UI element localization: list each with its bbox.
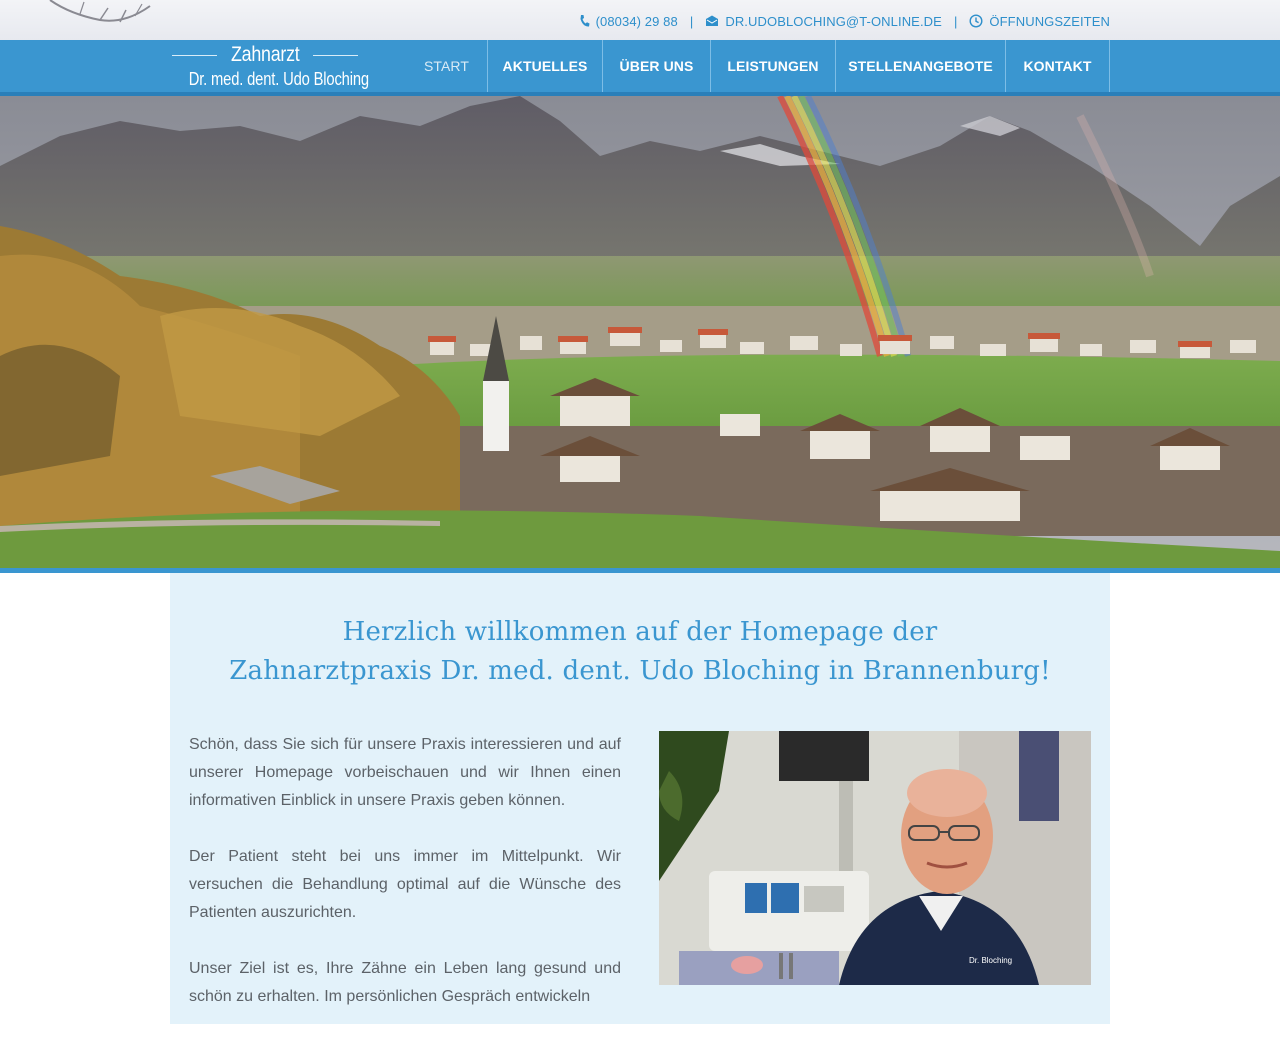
opening-hours-label: ÖFFNUNGSZEITEN [989,13,1110,29]
nav-item-aktuelles[interactable]: AKTUELLES [488,40,603,92]
welcome-heading-line-2: Zahnarztpraxis Dr. med. dent. Udo Bloching in Brannenburg! [229,656,1051,686]
clock-icon [969,14,983,28]
nav-item-leistungen[interactable]: LEISTUNGEN [711,40,836,92]
nav-item-stellenangebote[interactable]: STELLENANGEBOTE [836,40,1006,92]
shirt-logo-text: Dr. Bloching [969,956,1013,965]
logo-subtitle: Dr. med. dent. Udo Bloching [188,69,369,89]
welcome-heading-line-1: Herzlich willkommen auf der Homepage der [342,617,938,647]
phone-link[interactable] [579,14,678,29]
landscape-illustration [0,96,1280,568]
intro-paragraph: Schön, dass Sie sich für unsere Praxis interessieren und auf unserer Homepage vorbeischauen und wir Ihnen einen informativen Einblick in unsere Praxis geben können. [189,736,621,809]
nav-item-start[interactable]: START [406,40,488,92]
top-contact-bar [0,0,1280,40]
intro-paragraph: Der Patient steht bei uns immer im Mittelpunkt. Wir versuchen die Behandlung optimal auf die Wünsche des Patienten auszurichten. [189,848,621,921]
portrait-illustration [659,731,1091,985]
branch-decoration [40,0,160,30]
hero-landscape-image [0,96,1280,568]
logo-line-left [172,55,217,56]
phone-number: (08034) 29 88 [595,13,678,29]
email-link[interactable] [705,14,942,29]
contact-links [579,12,1110,30]
intro-paragraph: Unser Ziel ist es, Ihre Zähne ein Leben lang gesund und schön zu erhalten. Im persönlichen Gespräch entwickeln [189,960,621,1005]
welcome-section [170,573,1110,1024]
nav-item-kontakt[interactable]: KONTAKT [1006,40,1110,92]
email-address: DR.UDOBLOCHING@T-ONLINE.DE [725,13,942,29]
opening-hours-link[interactable] [969,14,1110,29]
logo-line-right [313,55,358,56]
logo-title: Zahnarzt [230,43,300,66]
separator: | [953,13,958,29]
site-logo[interactable] [172,42,369,92]
intro-text [189,731,621,1039]
nav-item-ueber-uns[interactable]: ÜBER UNS [603,40,711,92]
envelope-icon [705,15,719,27]
main-menu [406,40,1110,92]
separator: | [689,13,694,29]
welcome-heading [170,613,1110,691]
phone-icon [579,14,590,28]
dentist-portrait-photo [659,731,1091,985]
